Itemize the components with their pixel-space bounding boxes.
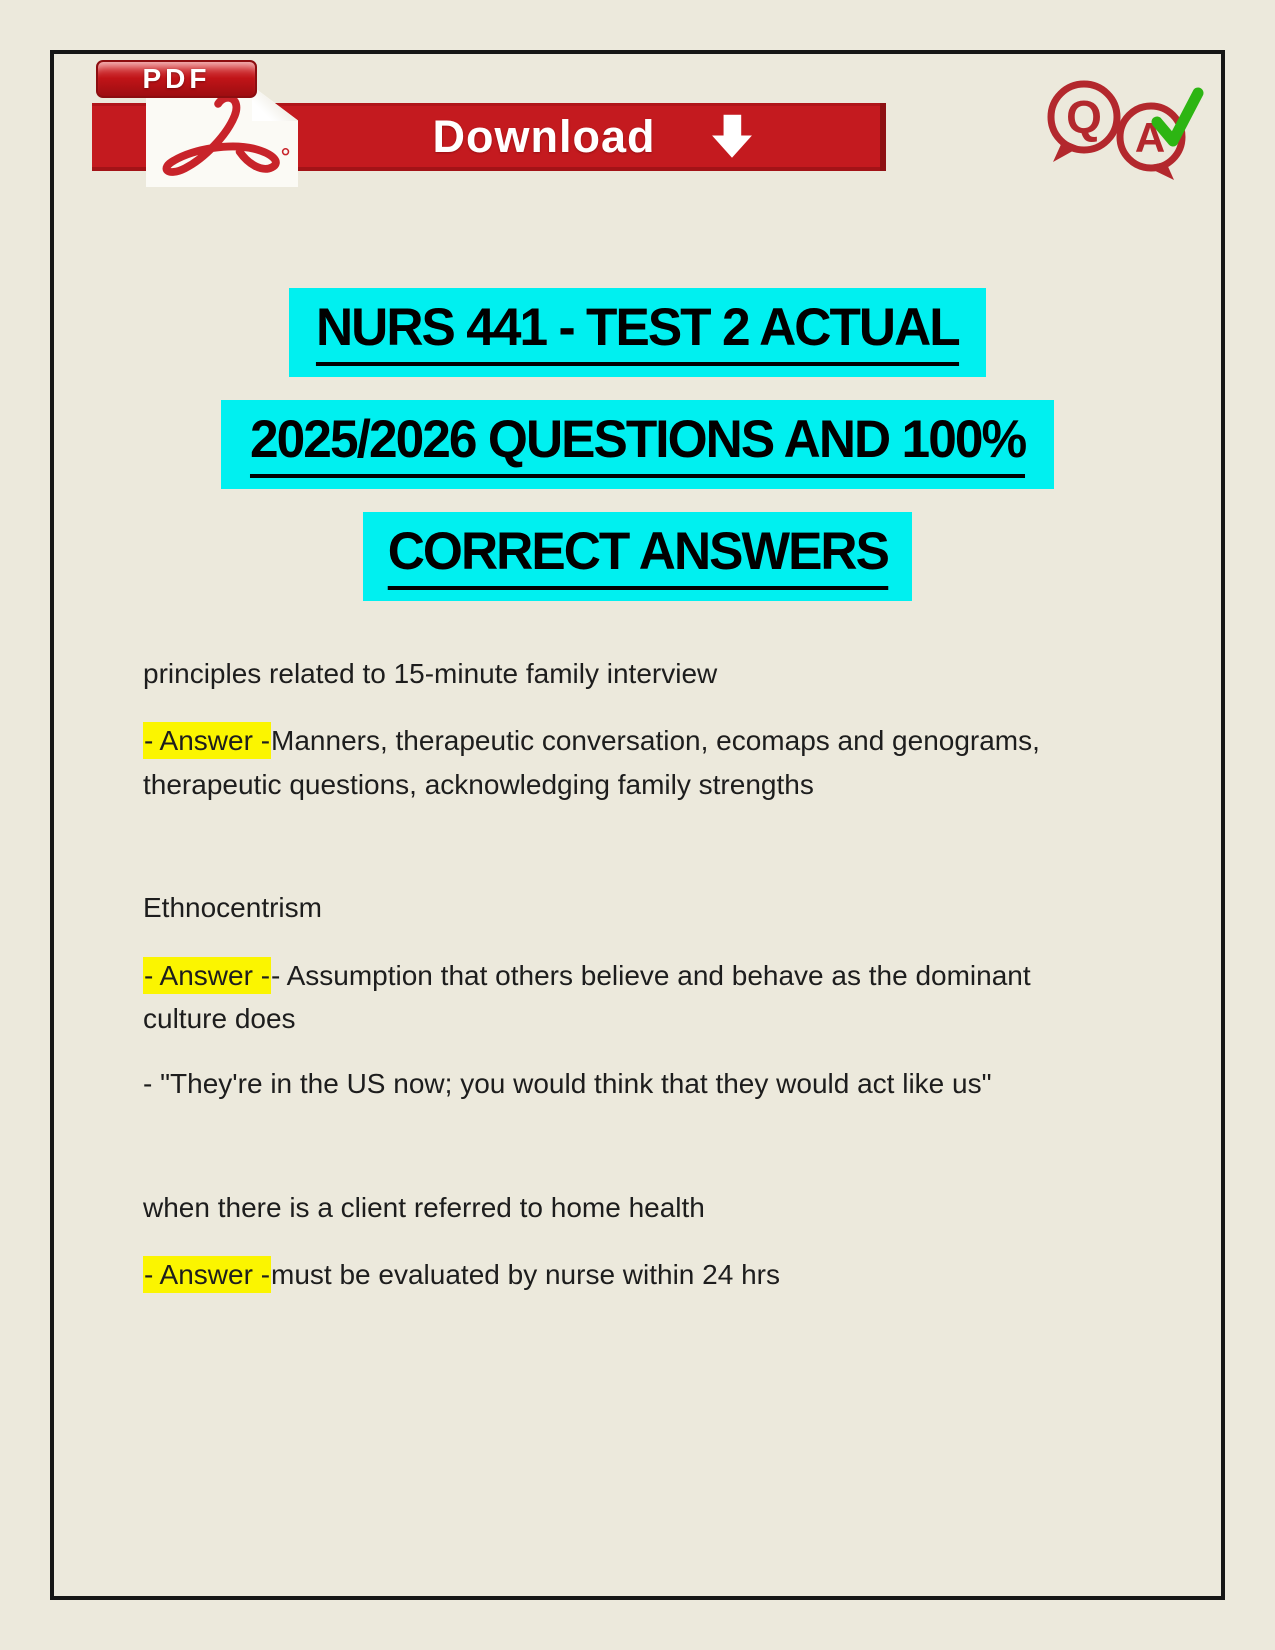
qa-content	[143, 652, 1118, 1377]
pdf-badge-label: PDF	[142, 63, 211, 94]
qa-logo-q: Q	[1066, 91, 1102, 143]
answer-text	[143, 719, 1118, 806]
answer-body: must be evaluated by nurse within 24 hrs	[271, 1259, 780, 1291]
qa-logo	[1033, 76, 1205, 184]
answer-note: - "They're in the US now; you would think that they would act like us"	[143, 1068, 992, 1100]
acrobat-swoosh-icon	[152, 96, 294, 182]
answer-label-highlight: - Answer -	[143, 957, 271, 994]
qa-item	[143, 1186, 1118, 1297]
answer-body: - Assumption that others believe and behave as the dominant culture does	[143, 959, 1031, 1034]
pdf-badge	[96, 60, 257, 98]
down-arrow-icon	[709, 111, 755, 163]
qa-item	[143, 886, 1118, 1106]
title-line-2: 2025/2026 QUESTIONS AND 100%	[0, 400, 1275, 489]
answer-body: Manners, therapeutic conversation, ecomaps and genograms, therapeutic questions, acknowledging family strengths	[143, 725, 1040, 800]
title-line-3: CORRECT ANSWERS	[0, 512, 1275, 601]
answer-label-highlight: - Answer -	[143, 1256, 271, 1293]
download-label: Download	[432, 111, 656, 162]
answer-text	[143, 954, 1118, 1041]
title-line-1: NURS 441 - TEST 2 ACTUAL	[0, 288, 1275, 377]
document-title	[0, 288, 1275, 624]
answer-text	[143, 1253, 1118, 1296]
question-text: Ethnocentrism	[143, 892, 322, 924]
qa-logo-a: A	[1134, 114, 1166, 161]
question-bubble-icon	[1051, 84, 1117, 162]
question-text: when there is a client referred to home health	[143, 1191, 705, 1223]
answer-label-highlight: - Answer -	[143, 722, 271, 759]
question-text: principles related to 15-minute family interview	[143, 658, 718, 689]
qa-item	[143, 652, 1118, 806]
